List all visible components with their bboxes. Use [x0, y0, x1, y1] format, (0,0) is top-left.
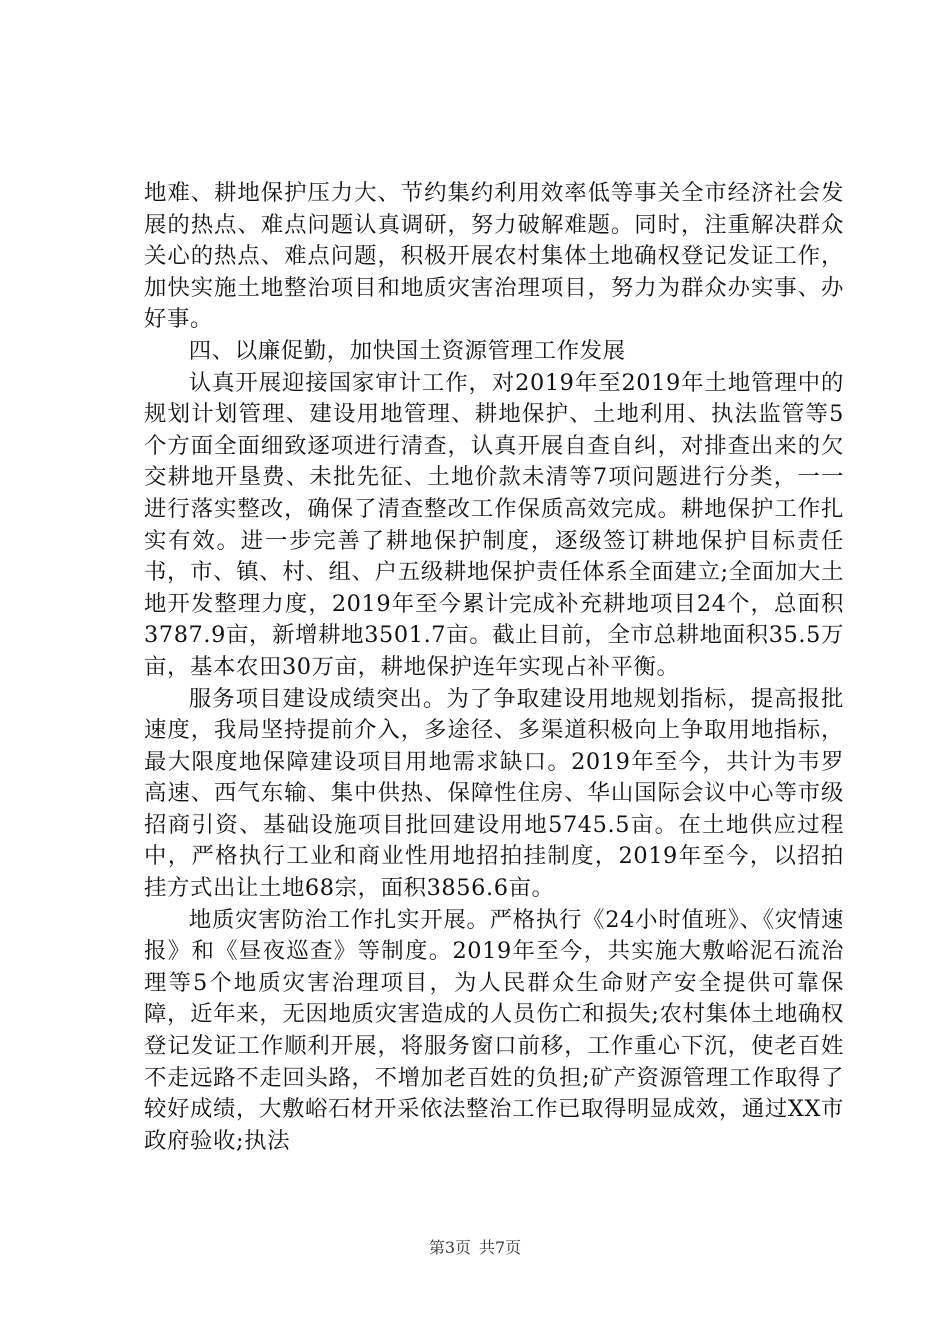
page-number-total: 共7页	[479, 1238, 522, 1257]
paragraph-audit: 认真开展迎接国家审计工作，对2019年至2019年土地管理中的规划计划管理、建设用地管理、耕地保护、土地利用、执法监管等5个方面全面细致逐项进行清查，认真开展自查自纠，对排查出来的欠交耕地开垦费、未批先征、土地价款未清等7项问题进行分类，一一进行落实整改，确保了清查整改工作保质高效完成。耕地保护工作扎实有效。进一步完善了耕地保护制度，逐级签订耕地保护目标责任书，市、镇、村、组、户五级耕地保护责任体系全面建立;全面加大土地开发整理力度，2019年至今累计完成补充耕地项目24个，总面积3787.9亩，新增耕地3501.7亩。截止目前，全市总耕地面积35.5万亩，基本农田30万亩，耕地保护连年实现占补平衡。	[144, 369, 844, 680]
document-body	[144, 178, 844, 1157]
paragraph-continuation: 地难、耕地保护压力大、节约集约利用效率低等事关全市经济社会发展的热点、难点问题认真调研，努力破解难题。同时，注重解决群众关心的热点、难点问题，积极开展农村集体土地确权登记发证工作，加快实施土地整治项目和地质灾害治理项目，努力为群众办实事、办好事。	[144, 180, 844, 333]
page-footer	[0, 1238, 950, 1258]
paragraph-geological-disaster: 地质灾害防治工作扎实开展。严格执行《24小时值班》、《灾情速报》和《昼夜巡查》等制度。2019年至今，共实施大敷峪泥石流治理等5个地质灾害治理项目，为人民群众生命财产安全提供可靠保障，近年来，无因地质灾害造成的人员伤亡和损失;农村集体土地确权登记发证工作顺利开展，将服务窗口前移，工作重心下沉，使老百姓不走远路不走回头路，不增加老百姓的负担;矿产资源管理工作取得了较好成绩，大敷峪石材开采依法整治工作已取得明显成效，通过XX市政府验收;执法	[144, 906, 844, 1154]
section-heading: 四、以廉促勤，加快国土资源管理工作发展	[188, 337, 626, 364]
paragraph-project-service: 服务项目建设成绩突出。为了争取建设用地规划指标，提高报批速度，我局坚持提前介入，多途径、多渠道积极向上争取用地指标，最大限度地保障建设项目用地需求缺口。2019年至今，共计为韦罗高速、西气东输、集中供热、保障性住房、华山国际会议中心等市级招商引资、基础设施项目批回建设用地5745.5亩。在土地供应过程中，严格执行工业和商业性用地招拍挂制度，2019年至今，以招拍挂方式出让土地68宗，面积3856.6亩。	[144, 685, 844, 902]
page-number-current: 第3页	[428, 1238, 471, 1257]
